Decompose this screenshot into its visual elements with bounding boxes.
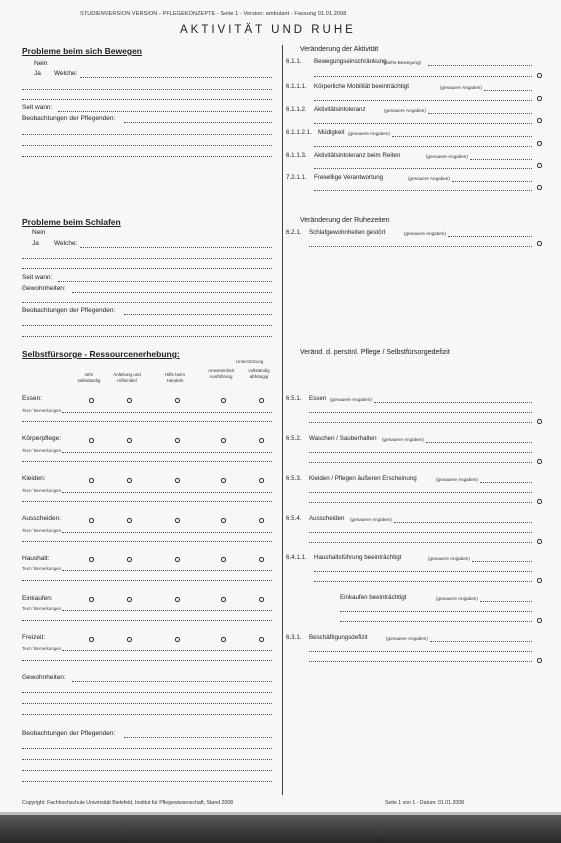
- footer-copyright: Copyright: Fachhochschule Universität Bielefeld, Institut für Pflegewissenschaft, Stand 2008: [22, 800, 234, 806]
- akt-item-6-line[interactable]: [452, 181, 532, 182]
- pflege-item-1-line[interactable]: [374, 402, 532, 403]
- column-divider: [282, 45, 283, 795]
- akt-item-4-line[interactable]: [314, 146, 532, 147]
- akt-item-3-line[interactable]: [314, 123, 532, 124]
- pflege-item-5-text: Haushaltsführung beeinträchtigt: [314, 554, 402, 561]
- pflege-item-2-sub: (genauere Angaben): [382, 437, 424, 442]
- schlafen-line[interactable]: [22, 302, 272, 303]
- section-schlafen-title: Probleme beim Schlafen: [22, 217, 121, 227]
- pflege-item-2-checkbox[interactable]: [537, 459, 542, 464]
- akt-item-1-text: Bewegungseinschränkung: [314, 58, 387, 65]
- schlafen-gewohnheiten-line[interactable]: [72, 292, 272, 293]
- selbst-row-ausscheiden-line[interactable]: [62, 532, 272, 533]
- schlafen-beob-line[interactable]: [22, 336, 272, 337]
- pflege-item-2-line[interactable]: [309, 452, 532, 453]
- selbst-row-ausscheiden-label: Ausscheiden:: [22, 515, 62, 522]
- selbst-radio-kleiden-3[interactable]: [175, 478, 180, 483]
- schlafen-welche-line[interactable]: [80, 247, 272, 248]
- selbst-row-ausscheiden-line[interactable]: [22, 541, 272, 542]
- akt-item-2-line[interactable]: [484, 90, 532, 91]
- bewegen-ja-label: Ja: [34, 70, 41, 77]
- pflege-item-3-text: Kleiden / Pflegen äußeren Erscheinung: [309, 475, 417, 482]
- ruhe-item-1-text: Schlafgewohnheiten gestört: [309, 229, 386, 236]
- selbst-radio-freizeit-1[interactable]: [89, 637, 94, 642]
- bewegen-welche-label: Welche:: [54, 70, 78, 77]
- akt-item-5-code: 6.1.1.3.: [286, 152, 307, 159]
- pflege-item-7-line[interactable]: [430, 641, 532, 642]
- page-title: AKTIVITÄT UND RUHE: [180, 24, 356, 36]
- pflege-item-7-line[interactable]: [309, 661, 532, 662]
- akt-item-2-text: Körperliche Mobilität beeinträchtigt: [314, 83, 409, 90]
- akt-item-2-line[interactable]: [314, 100, 532, 101]
- selbst-row-essen-sub: Text / Bemerkungen: [22, 408, 62, 413]
- selbst-beobachtungen-label: Beobachtungen der Pflegenden:: [22, 730, 116, 737]
- schlafen-ja-label: Ja: [32, 240, 39, 247]
- schlafen-gewohnheiten-label: Gewohnheiten:: [22, 285, 66, 292]
- selbst-gewohnheiten-line[interactable]: [72, 681, 272, 682]
- selbst-radio-haushalt-3[interactable]: [175, 557, 180, 562]
- selbst-row-freizeit-line[interactable]: [62, 650, 272, 651]
- pflege-item-6-text: Einkaufen beeinträchtigt: [340, 594, 407, 601]
- selbst-gewohnheiten-line[interactable]: [22, 703, 272, 704]
- selbst-row-kleiden-line[interactable]: [62, 492, 272, 493]
- akt-item-5-line[interactable]: [314, 168, 532, 169]
- selbst-radio-ausscheiden-4[interactable]: [221, 518, 226, 523]
- akt-item-5-line[interactable]: [470, 159, 532, 160]
- akt-item-1-line[interactable]: [314, 76, 532, 77]
- selbst-radio-haushalt-1[interactable]: [89, 557, 94, 562]
- schlafen-nein-label: Nein: [32, 229, 46, 236]
- selbst-radio-essen-4[interactable]: [221, 398, 226, 403]
- pflege-item-5-line[interactable]: [314, 581, 532, 582]
- pflege-item-3-line[interactable]: [480, 482, 532, 483]
- ruhe-item-1-line[interactable]: [309, 246, 532, 247]
- selbst-col-header-2: Anleitung und Hilfsmittel: [113, 372, 141, 383]
- bewegen-beobachtungen-label: Beobachtungen der Pflegenden:: [22, 115, 116, 122]
- akt-item-6-checkbox[interactable]: [537, 185, 542, 190]
- pflege-item-2-code: 6.5.2.: [286, 435, 302, 442]
- selbst-radio-einkaufen-2[interactable]: [127, 597, 132, 602]
- pflege-item-5-line[interactable]: [314, 571, 532, 572]
- selbst-radio-kleiden-4[interactable]: [221, 478, 226, 483]
- selbst-radio-koerperpflege-4[interactable]: [221, 438, 226, 443]
- selbst-radio-ausscheiden-1[interactable]: [89, 518, 94, 523]
- akt-item-2-code: 6.1.1.1.: [286, 83, 307, 90]
- selbst-radio-essen-5[interactable]: [259, 398, 264, 403]
- pflege-item-4-code: 6.5.4.: [286, 515, 302, 522]
- selbst-radio-haushalt-4[interactable]: [221, 557, 226, 562]
- akt-item-3-text: Aktivitätsintoleranz: [314, 106, 366, 113]
- bewegen-beob-line[interactable]: [22, 145, 272, 146]
- pflege-item-1-line[interactable]: [309, 412, 532, 413]
- selbst-radio-kleiden-5[interactable]: [259, 478, 264, 483]
- selbst-row-freizeit-label: Freizeit:: [22, 634, 46, 641]
- akt-item-1-checkbox[interactable]: [537, 73, 542, 78]
- pflege-item-7-line[interactable]: [309, 651, 532, 652]
- akt-item-1-sub: (siehe Bewegung): [384, 60, 422, 65]
- akt-item-4-text: Müdigkeit: [318, 129, 345, 136]
- bewegen-line[interactable]: [22, 89, 272, 90]
- selbst-row-haushalt-label: Haushalt:: [22, 555, 50, 562]
- akt-item-2-checkbox[interactable]: [537, 96, 542, 101]
- selbst-radio-ausscheiden-3[interactable]: [175, 518, 180, 523]
- section-selbst-title: Selbstfürsorge - Ressourcenerhebung:: [22, 349, 180, 359]
- bewegen-line[interactable]: [22, 99, 272, 100]
- selbst-radio-einkaufen-4[interactable]: [221, 597, 226, 602]
- selbst-radio-haushalt-5[interactable]: [259, 557, 264, 562]
- selbst-beob-line[interactable]: [124, 737, 272, 738]
- akt-item-6-code: 7.2.1.1.: [286, 174, 307, 181]
- pflege-item-1-code: 6.5.1.: [286, 395, 302, 402]
- akt-item-5-checkbox[interactable]: [537, 163, 542, 168]
- selbst-row-koerperpflege-label: Körperpflege:: [22, 435, 62, 442]
- akt-item-6-text: Freiwillige Verantwortung: [314, 174, 384, 181]
- akt-item-5-text: Aktivitätsintoleranz beim Reiten: [314, 152, 401, 159]
- akt-item-1-line[interactable]: [428, 65, 532, 66]
- selbst-radio-kleiden-1[interactable]: [89, 478, 94, 483]
- pflege-item-2-line[interactable]: [309, 462, 532, 463]
- pflege-item-1-checkbox[interactable]: [537, 419, 542, 424]
- selbst-radio-koerperpflege-1[interactable]: [89, 438, 94, 443]
- pflege-item-3-sub: (genauere Angaben): [436, 477, 478, 482]
- pflege-item-5-code: 6.4.1.1.: [286, 554, 307, 561]
- akt-item-4-checkbox[interactable]: [537, 141, 542, 146]
- pflege-item-1-line[interactable]: [309, 422, 532, 423]
- selbst-row-haushalt-sub: Text / Bemerkungen: [22, 566, 62, 571]
- selbst-radio-einkaufen-3[interactable]: [175, 597, 180, 602]
- selbst-row-essen-label: Essen:: [22, 395, 42, 402]
- pflege-item-1-sub: (genauere Angaben): [330, 397, 372, 402]
- pflege-item-4-line[interactable]: [394, 522, 532, 523]
- schlafen-seit-wann-line[interactable]: [58, 281, 272, 282]
- ruhe-item-1-code: 6.2.1.: [286, 229, 302, 236]
- bewegen-nein-label: Nein: [34, 60, 48, 67]
- ruhe-item-1-sub: (genauere Angaben): [404, 231, 446, 236]
- akt-item-6-sub: (genauere Angaben): [408, 176, 450, 181]
- pflege-item-6-line[interactable]: [480, 601, 532, 602]
- pflege-item-7-text: Beschäftigungsdefizit: [309, 634, 368, 641]
- bewegen-seit-wann-line[interactable]: [58, 111, 272, 112]
- pflege-item-4-line[interactable]: [309, 542, 532, 543]
- selbst-gewohnheiten-line[interactable]: [22, 714, 272, 715]
- akt-item-4-code: 6.1.1.2.1.: [286, 129, 312, 136]
- selbst-radio-freizeit-4[interactable]: [221, 637, 226, 642]
- selbst-beob-line[interactable]: [22, 781, 272, 782]
- selbst-row-einkaufen-label: Einkaufen:: [22, 595, 53, 602]
- selbst-row-kleiden-sub: Text / Bemerkungen: [22, 488, 62, 493]
- selbst-radio-essen-2[interactable]: [127, 398, 132, 403]
- pflege-item-4-text: Ausscheiden: [309, 515, 345, 522]
- pflege-item-3-line[interactable]: [309, 502, 532, 503]
- akt-item-3-code: 6.1.1.2.: [286, 106, 307, 113]
- schlafen-line[interactable]: [22, 268, 272, 269]
- selbst-radio-kleiden-2[interactable]: [127, 478, 132, 483]
- pflege-item-4-line[interactable]: [309, 532, 532, 533]
- selbst-row-koerperpflege-sub: Text / Bemerkungen: [22, 448, 62, 453]
- selbst-radio-ausscheiden-5[interactable]: [259, 518, 264, 523]
- selbst-radio-essen-1[interactable]: [89, 398, 94, 403]
- selbst-row-kleiden-label: Kleiden:: [22, 475, 46, 482]
- schlafen-beob-line[interactable]: [22, 325, 272, 326]
- bewegen-beob-line[interactable]: [22, 134, 272, 135]
- akt-item-1-code: 6.1.1.: [286, 58, 302, 65]
- schlafen-beobachtungen-label: Beobachtungen der Pflegenden:: [22, 307, 116, 314]
- selbst-radio-koerperpflege-2[interactable]: [127, 438, 132, 443]
- selbst-radio-einkaufen-5[interactable]: [259, 597, 264, 602]
- pflege-item-6-checkbox[interactable]: [537, 618, 542, 623]
- schlafen-seit-wann-label: Seit wann:: [22, 274, 53, 281]
- header-top-line: STUDIENVERSION VERSION - PFLEGEKONZEPTE - Seite 1 - Version: ambulant - Fassung 01.01.2008: [80, 11, 347, 17]
- selbst-col-header-1: sehr selbständig: [77, 372, 101, 383]
- pflege-item-7-code: 6.3.1.: [286, 634, 302, 641]
- selbst-row-koerperpflege-line[interactable]: [22, 461, 272, 462]
- akt-item-4-line[interactable]: [392, 136, 532, 137]
- pflege-item-1-text: Essen: [309, 395, 327, 402]
- bewegen-seit-wann-label: Seit wann:: [22, 104, 53, 111]
- selbst-radio-essen-3[interactable]: [175, 398, 180, 403]
- selbst-row-freizeit-line[interactable]: [22, 660, 272, 661]
- ruhe-item-1-line[interactable]: [448, 236, 532, 237]
- selbst-col-header-3: Hilfe beim Handeln: [164, 372, 185, 383]
- selbst-row-einkaufen-line[interactable]: [62, 610, 272, 611]
- schlafen-line[interactable]: [22, 258, 272, 259]
- selbst-row-essen-line[interactable]: [62, 412, 272, 413]
- selbst-col-header-5: vollständig abhängig: [248, 368, 270, 379]
- selbst-radio-freizeit-3[interactable]: [175, 637, 180, 642]
- pflege-item-2-line[interactable]: [426, 442, 532, 443]
- selbst-col-top: Unterstützung: [236, 359, 264, 364]
- pflege-item-7-checkbox[interactable]: [537, 658, 542, 663]
- selbst-row-kleiden-line[interactable]: [22, 501, 272, 502]
- selbst-row-essen-line[interactable]: [22, 421, 272, 422]
- selbst-radio-ausscheiden-2[interactable]: [127, 518, 132, 523]
- ruhe-item-1-checkbox[interactable]: [537, 241, 542, 246]
- selbst-radio-koerperpflege-3[interactable]: [175, 438, 180, 443]
- akt-item-3-sub: (genauere Angaben): [384, 108, 426, 113]
- selbst-radio-einkaufen-1[interactable]: [89, 597, 94, 602]
- pflege-item-2-text: Waschen / Sauberhalten: [309, 435, 377, 442]
- pflege-item-5-checkbox[interactable]: [537, 578, 542, 583]
- scan-bottom-edge: [0, 815, 561, 843]
- pflege-item-6-line[interactable]: [340, 611, 532, 612]
- akt-item-2-sub: (genauere Angaben): [440, 85, 482, 90]
- pflege-item-6-line[interactable]: [340, 621, 532, 622]
- section-bewegen-title: Probleme beim sich Bewegen: [22, 46, 142, 56]
- selbst-radio-freizeit-5[interactable]: [259, 637, 264, 642]
- akt-item-5-sub: (genauere Angaben): [426, 154, 468, 159]
- section-aktivitaet-title: Veränderung der Aktivität: [300, 46, 379, 53]
- selbst-radio-koerperpflege-5[interactable]: [259, 438, 264, 443]
- schlafen-welche-label: Welche:: [54, 240, 78, 247]
- akt-item-3-checkbox[interactable]: [537, 118, 542, 123]
- selbst-radio-freizeit-2[interactable]: [127, 637, 132, 642]
- selbst-gewohnheiten-label: Gewohnheiten:: [22, 674, 66, 681]
- selbst-row-ausscheiden-sub: Text / Bemerkungen: [22, 528, 62, 533]
- bewegen-beob-line[interactable]: [22, 156, 272, 157]
- akt-item-6-line[interactable]: [314, 190, 532, 191]
- akt-item-4-sub: (genauere Angaben): [348, 131, 390, 136]
- pflege-item-5-sub: (genauere Angaben): [428, 556, 470, 561]
- pflege-item-3-checkbox[interactable]: [537, 499, 542, 504]
- footer-page-info: Seite 1 von 1 - Datum: 01.01.2008: [385, 800, 465, 806]
- selbst-row-einkaufen-line[interactable]: [22, 620, 272, 621]
- selbst-gewohnheiten-line[interactable]: [22, 692, 272, 693]
- pflege-item-3-line[interactable]: [309, 492, 532, 493]
- selbst-beob-line[interactable]: [22, 770, 272, 771]
- section-ruhe-title: Veränderung der Ruhezeiten: [300, 217, 390, 224]
- akt-item-3-line[interactable]: [428, 113, 532, 114]
- pflege-item-7-sub: (genauere Angaben): [386, 636, 428, 641]
- selbst-row-einkaufen-sub: Text / Bemerkungen: [22, 606, 62, 611]
- bewegen-welche-line[interactable]: [80, 77, 272, 78]
- pflege-item-3-code: 6.5.3.: [286, 475, 302, 482]
- pflege-item-4-checkbox[interactable]: [537, 539, 542, 544]
- selbst-row-freizeit-sub: Text / Bemerkungen: [22, 646, 62, 651]
- pflege-item-4-sub: (genauere Angaben): [350, 517, 392, 522]
- selbst-beob-line[interactable]: [22, 748, 272, 749]
- section-pflege-title: Veränd. d. persönl. Pflege / Selbstfürsorgedefizit: [300, 349, 450, 356]
- pflege-item-5-line[interactable]: [472, 561, 532, 562]
- selbst-beob-line[interactable]: [22, 759, 272, 760]
- schlafen-beob-line[interactable]: [124, 314, 272, 315]
- selbst-row-haushalt-line[interactable]: [22, 580, 272, 581]
- selbst-row-koerperpflege-line[interactable]: [62, 452, 272, 453]
- pflege-item-6-sub: (genauere Angaben): [436, 596, 478, 601]
- selbst-row-haushalt-line[interactable]: [62, 570, 272, 571]
- selbst-radio-haushalt-2[interactable]: [127, 557, 132, 562]
- selbst-col-header-4: Anwesenheit Ausführung: [208, 368, 234, 379]
- bewegen-beob-line[interactable]: [124, 122, 272, 123]
